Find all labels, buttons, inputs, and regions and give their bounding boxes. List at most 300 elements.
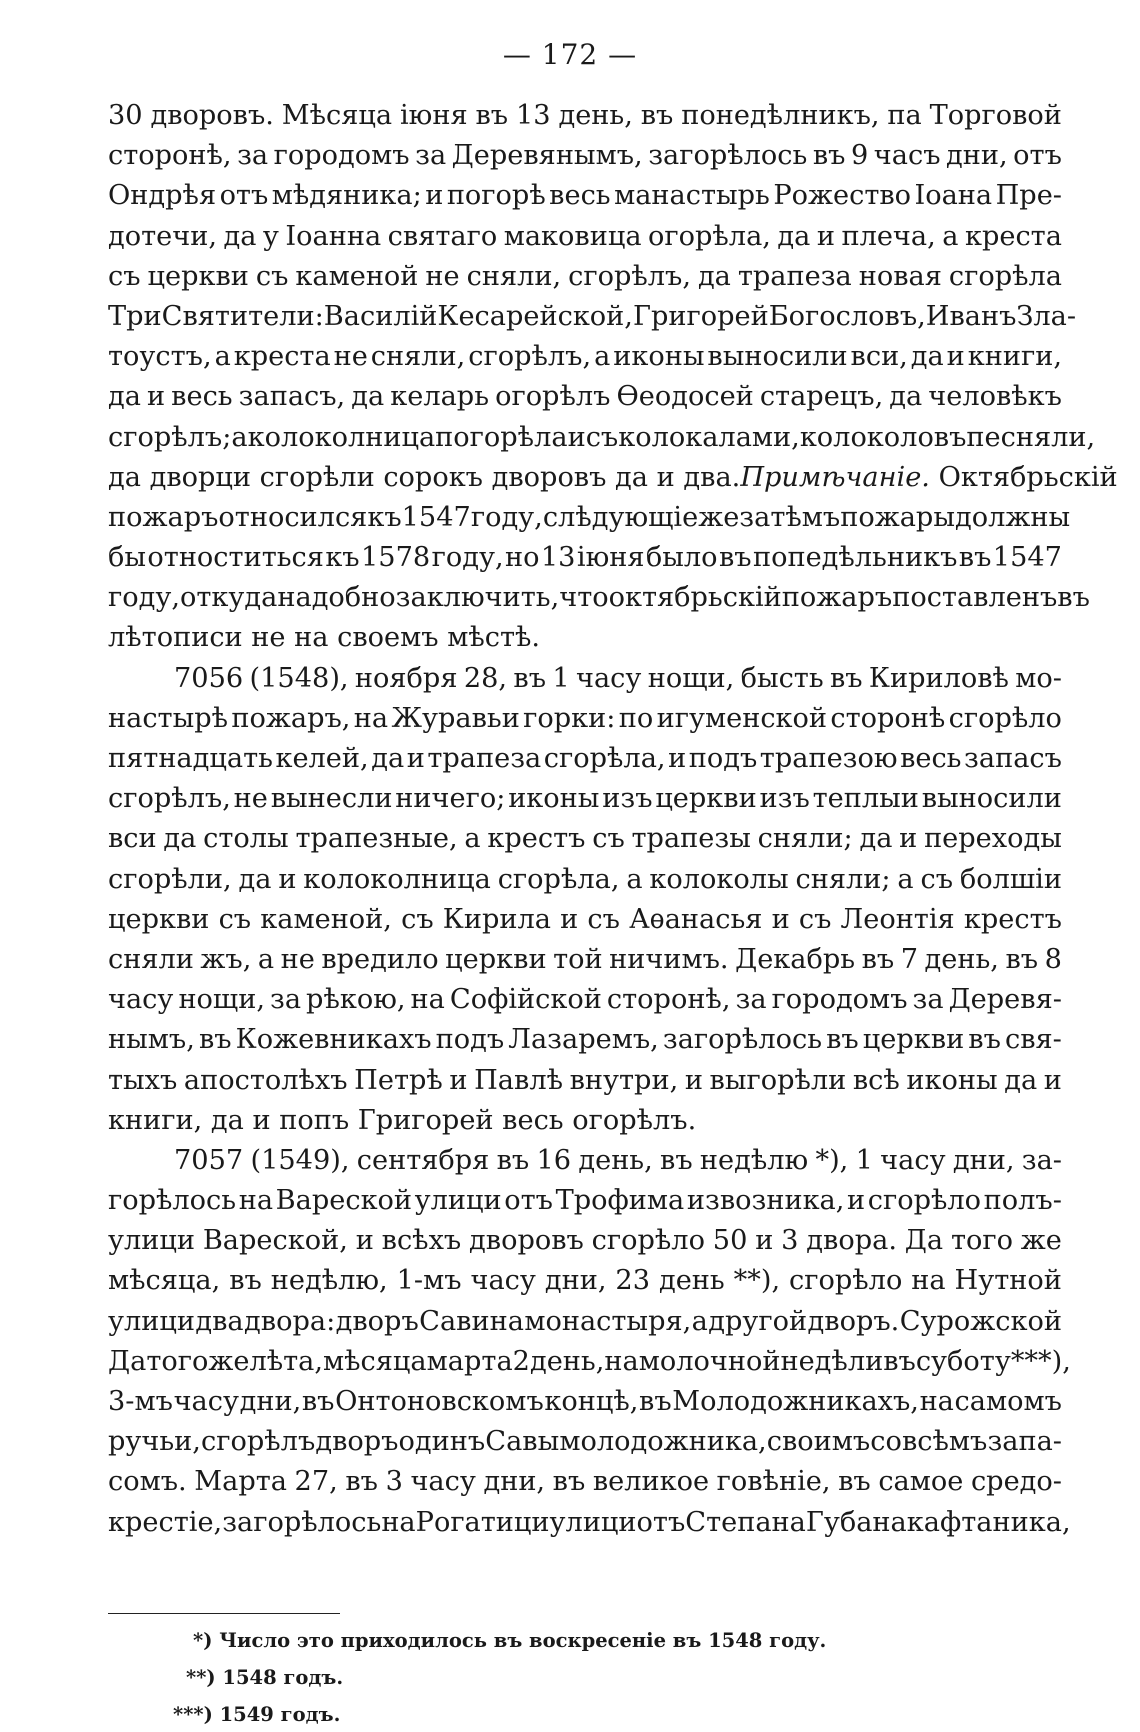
word: подъ [435,1024,505,1056]
word: загорѣлось [648,140,808,172]
word: а [231,421,248,453]
word: погорѣ [446,180,546,212]
text-line: лѣтописи не на своемъ мѣстѣ. [108,622,541,654]
word: сняли; [757,823,853,855]
word: а [942,220,959,252]
word: мѣдяника; [271,180,422,212]
text-line [108,1221,1062,1261]
word: марта [426,1345,513,1377]
text-line [108,1181,1062,1221]
word: суботу [915,1345,1011,1377]
word: колоколы [649,863,789,895]
word: Богословъ, [768,300,926,332]
word: съ [218,903,252,935]
text-line [108,659,1062,699]
word: святаго [387,220,498,252]
word: ничимъ. [609,943,729,975]
word: Петрѣ [354,1064,443,1096]
word: книги, [967,341,1062,373]
text-line [108,819,1062,859]
word: пе [966,421,1001,453]
text-line [108,860,1062,900]
word: улици [549,1506,637,1538]
word: двора: [244,1305,336,1337]
word: переходы [924,823,1062,855]
word: келарь [390,381,490,413]
text-line [108,297,1077,337]
word: въ [639,1386,672,1417]
word: да [108,381,141,413]
word: за [237,140,269,172]
word: Зла- [1016,300,1077,332]
word: и [946,341,965,373]
word: дни, [952,1144,1015,1176]
word: за [735,984,767,1016]
word: и [684,1064,703,1096]
word: 13 [540,542,576,574]
word: и [560,903,579,935]
word: да [697,260,731,292]
word: огорѣла, [648,220,771,252]
word: Деревя- [948,984,1062,1016]
text-line [108,578,1090,618]
word: той [553,943,603,975]
word: пожаръ [108,501,219,533]
word: недѣлю [699,1144,809,1176]
word: дворъ. [807,1305,900,1337]
word: за- [1021,1144,1062,1176]
word: старецъ, [759,381,884,413]
word: горѣлось [108,1185,237,1217]
text-line [108,1302,1062,1342]
word: Іоанна [285,220,382,252]
paragraph-1 [108,96,1118,659]
word: же [208,1345,250,1377]
text-line [108,418,1096,458]
word: на [381,1506,416,1538]
word: и [668,743,687,774]
word: сгорѣла, [497,863,620,895]
text-line [108,1382,1062,1422]
footnote-divider [108,1613,340,1614]
word: а [257,943,275,975]
word: да [859,823,893,855]
word: Савы [485,1426,560,1458]
word: мо- [1015,662,1062,694]
word: 3-мъ [108,1386,173,1417]
word: всѣхъ [381,1225,462,1257]
word: церкви [862,1024,965,1056]
word: и [755,1225,774,1257]
word: каменой, [260,903,392,935]
word: году, [470,501,543,533]
word: и [406,743,425,774]
word: мѣсяца, [108,1265,221,1297]
word: всѣ [852,1064,900,1096]
word: говѣніе, [716,1466,831,1498]
word: сгорѣлъ, [108,783,231,815]
word: великое [592,1466,710,1498]
word: весь [171,381,233,413]
word: ничего; [395,783,506,815]
word: двора. [806,1225,897,1257]
word: подъ [688,743,758,774]
word: и [355,1225,374,1257]
word: Пре- [995,180,1062,212]
word: молочной [638,1345,781,1377]
word: Кожевникахъ [235,1024,432,1056]
word: пожары [840,501,955,533]
word: же [698,501,740,533]
word: выносили [707,341,848,373]
word: со [870,1426,902,1458]
word: Рожество [773,180,912,212]
word: не [280,943,315,975]
word: отъ [1013,140,1062,172]
word: бы [108,542,147,574]
word: ноября [354,662,458,694]
word: иконы [906,1064,998,1096]
word: а [626,863,643,895]
word: въ [812,140,846,172]
footnote-3: ***) 1549 годъ. [173,1703,341,1726]
word: сгорѣло [789,1265,903,1297]
word: игуменской [656,702,828,734]
word: своимъ [766,1426,871,1458]
word: и [278,863,297,895]
word: 3 [385,1466,403,1498]
word: 3 [781,1225,799,1257]
word: *), [815,1144,849,1176]
word: и [567,421,586,453]
word: 9 [850,140,869,172]
word: пятнадцать [108,743,273,774]
text-line [108,176,1062,216]
word: Ондрѣя [108,180,217,212]
word: да [223,220,257,252]
word: у [262,220,279,252]
word: пожаръ, [231,702,351,734]
word: Григорей [632,300,769,332]
word: улици [414,1185,502,1217]
word: городомъ [771,984,908,1016]
word: день, [529,1345,605,1377]
word: сторонѣ [830,702,946,734]
word: бысть [740,662,824,694]
word: выгорѣли [709,1064,847,1096]
word: да [163,823,197,855]
word: на [604,1345,639,1377]
word: (1549), [250,1144,350,1176]
word: не [233,783,268,815]
word: апостолѣхъ [183,1064,348,1096]
word: да [910,341,944,373]
word: два [195,1305,244,1337]
word: изъ [759,783,810,815]
word: и [899,823,918,855]
word: и [425,180,444,212]
word: году, [108,582,180,614]
word: сгорѣлъ [201,1426,316,1458]
word: иконы [613,341,705,373]
note-label: Примѣчаніе. [740,461,930,493]
word: на [410,984,445,1016]
word: да [1004,1064,1038,1096]
main-text [108,96,1118,1543]
word: Вареской [275,1185,413,1217]
word: пожаръ [781,582,893,614]
word: Аѳанасья [629,903,763,935]
word: да [351,381,385,413]
word: отъ [636,1506,686,1538]
word: сгорѣло [948,702,1062,734]
word: Молодожникахъ, [672,1386,919,1417]
word: тоустъ, [108,341,212,373]
word: креста [233,341,331,373]
word: отъ [219,180,269,212]
word: и [147,381,166,413]
word: Василій [323,300,438,332]
word: свя- [1005,1024,1062,1056]
word: да [371,743,405,774]
word: день, [578,1144,653,1176]
word: отъ [504,1185,553,1217]
word: день, [924,943,999,975]
word: вси [108,823,157,855]
word: съ [255,260,289,292]
word: сгорѣлъ, [468,341,592,373]
word: концѣ, [544,1386,639,1417]
text-line [108,900,1062,940]
word: крестъ [487,823,586,855]
word: Губана [805,1506,907,1538]
word: Савина [419,1305,524,1337]
word: на [353,702,389,734]
word: всѣмъ [901,1426,988,1458]
word: октябрьскій [608,582,782,614]
word: 16 [536,1144,572,1176]
page-number: — 172 — [502,38,638,71]
word: Марта [194,1466,287,1498]
text-line [108,1061,1062,1101]
text-line [108,96,1062,136]
word: Журавьи [391,702,520,734]
word: дни, [239,1386,302,1417]
word: манастырь [614,180,770,212]
word: сняли, [466,260,562,292]
word: весь [549,180,611,212]
text-line [108,940,1062,980]
word: крестъ [963,903,1062,935]
word: улици [108,1305,195,1337]
word: за [415,140,447,172]
word: въ [968,1024,1001,1056]
word: въ [838,1466,871,1498]
word: 1547 [401,501,471,533]
word: изъ [602,783,653,815]
word: 7 [900,943,919,975]
word: огорѣлъ [495,381,611,413]
word: году, [431,542,504,574]
word: дворъ [315,1426,399,1458]
word: па [887,100,922,131]
word: поставленъ [892,582,1058,614]
word: не [425,260,460,292]
word: въ [958,542,992,574]
word: загорѣлось [662,1024,822,1056]
word: на [911,1265,946,1297]
word: іюня [399,100,468,131]
word: рѣкою, [306,984,406,1016]
word: сгорѣло [867,1185,982,1217]
word: часу [173,1386,239,1417]
word: часу [880,1144,946,1176]
word: ручьи, [108,1426,201,1458]
footnote-2: **) 1548 годъ. [186,1666,344,1689]
word: дотечи, [108,220,217,252]
word: дворовъ [469,1225,584,1257]
word: въ [475,100,509,131]
text-line [108,217,1062,257]
word: извозника, [686,1185,845,1217]
word: жъ, [200,943,252,975]
word: сняли [108,943,194,975]
word: 1 [552,662,570,694]
word: сгорѣло [591,1225,705,1257]
word: въ [826,1024,859,1056]
text-line [108,337,1062,377]
word: въ [345,1466,378,1498]
word: весь [900,743,962,774]
word: дворовъ. [150,100,274,131]
word: Да [904,1225,944,1257]
word: часу [108,984,174,1016]
word: колокалами, [618,421,800,453]
word: Святители: [161,300,324,332]
word: затѣмъ [739,501,841,533]
word: тыхъ [108,1064,178,1096]
word: заключить, [395,582,560,614]
word: 7056 [174,662,244,694]
word: недѣлю, [270,1265,388,1297]
word: съ [108,260,141,292]
text-line [108,739,1062,779]
word: въ [660,1144,693,1176]
word: запасъ [964,743,1062,774]
word: въ [301,1386,335,1417]
text-line [108,377,1062,417]
word: Кесарейской, [437,300,633,332]
word: самое [878,1466,964,1498]
word: съ [401,903,434,935]
word: а [691,1305,708,1337]
word: горки: [523,702,616,734]
text-line [108,1503,1071,1543]
word: надобно [277,582,396,614]
word: дни, [544,1265,607,1297]
word: съ [798,903,832,935]
word: попедѣльникъ [752,542,958,574]
word: слѣдующіе [542,501,699,533]
word: день [658,1265,725,1297]
word: 2 [512,1345,530,1377]
word: въ [1057,582,1090,614]
word: Торговой [929,100,1062,131]
word: мѣсяца [323,1345,427,1377]
text-line [108,1141,1062,1181]
word: иконы [508,783,600,815]
word: Нутной [954,1265,1062,1297]
word: не [333,341,368,373]
word: вредило [321,943,439,975]
word: было [645,542,718,574]
word: къ [367,501,402,533]
word: за [269,984,302,1016]
word: запа- [987,1426,1062,1458]
word: Іоана [914,180,993,212]
word: 1547 [992,542,1062,574]
word: улици [108,1225,195,1257]
word: на [238,1185,274,1217]
paragraph-3 [108,1141,1071,1543]
word: 23 [615,1265,651,1297]
word: трапезою [759,743,898,774]
word: и [847,1185,866,1217]
word: лѣта, [249,1345,324,1377]
word: кафтаника, [906,1506,1071,1538]
word: Павлѣ [474,1064,563,1096]
word: нощи, [647,662,735,694]
word: къ [325,542,360,574]
word: церкви [445,943,547,975]
word: и [449,1064,468,1096]
text-line [108,257,1062,297]
word: трапезные, [295,823,458,855]
word: сняли, [1000,421,1096,453]
word: крестіе, [108,1506,223,1538]
word: внутри, [569,1064,679,1096]
word: и [771,903,790,935]
word: средо- [970,1466,1062,1498]
word: Деревянымъ, [451,140,643,172]
word: съ [585,421,619,453]
word: дни, [483,1466,546,1498]
word: Лазаремъ, [508,1024,659,1056]
word: должны [954,501,1071,533]
word: плеча, [841,220,936,252]
text-line-with-note: да дворци сгорѣли сорокъ дворовъ да и два. Примѣчаніе. Октябрьскій [108,461,1118,493]
text-line [108,136,1062,176]
word: сняли; [795,863,891,895]
word: церкви [655,783,757,815]
word: болшіи [959,863,1062,895]
word: каменой [295,260,419,292]
word: новая [858,260,942,292]
word: Три [108,300,162,332]
word: въ [1005,943,1039,975]
word: и [816,220,835,252]
word: въ [829,662,863,694]
word: въ [552,1466,586,1498]
word: одинъ [398,1426,486,1458]
word: выносили [921,783,1062,815]
text-line [108,538,1062,578]
word: іюня [576,542,645,574]
word: сгорѣли, [108,863,232,895]
word: Леонтія [840,903,955,935]
word: часу [410,1466,476,1498]
text-line [108,980,1062,1020]
